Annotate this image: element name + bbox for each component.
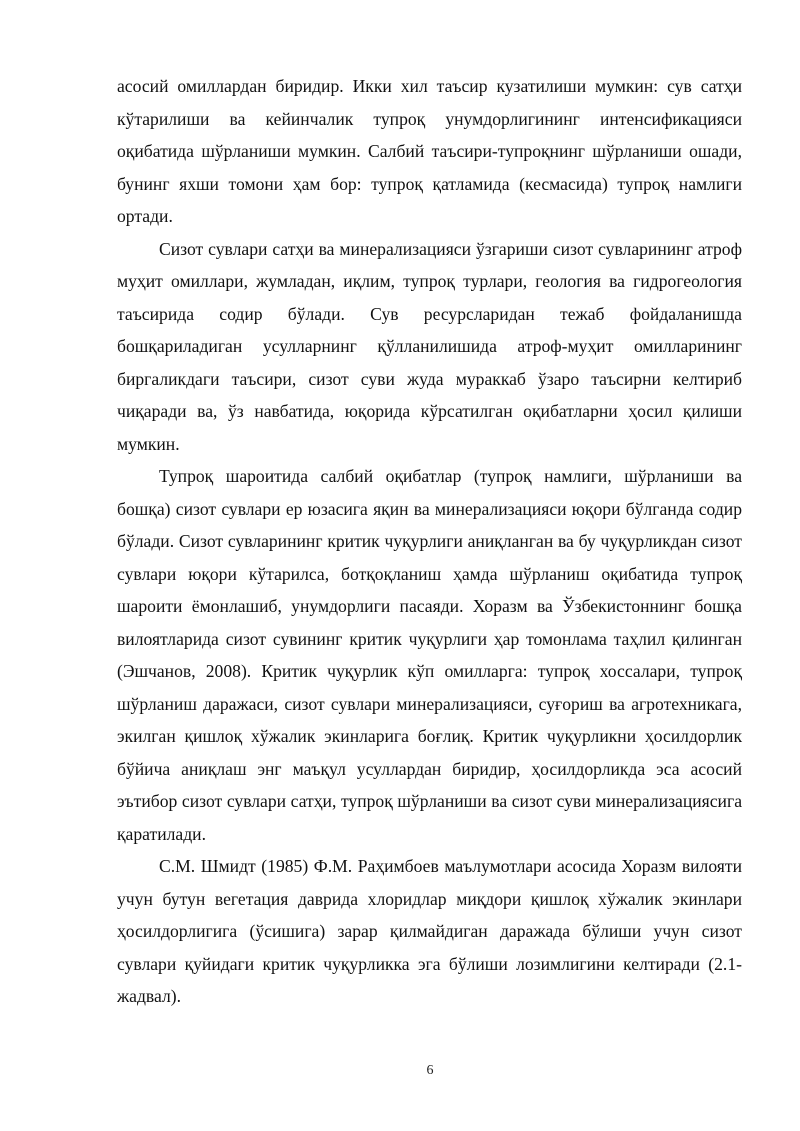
page-number: 6: [426, 1063, 434, 1078]
paragraph-continuation: асосий омиллардан биридир. Икки хил таъсир кузатилиши мумкин: сув сатҳи кўтарилиши ва кейинчалик тупроқ унумдорлигининг интенсификацияси оқибатида шўрланиши мумкин. Салбий таъсири-тупроқнинг шўрланиши ошади, бунинг яхши томони ҳам бор: тупроқ қатламида (кесмасида) тупроқ намлиги ортади.: [117, 76, 742, 226]
paragraph-groundwater-factors: Сизот сувлари сатҳи ва минерализацияси ўзгариши сизот сувларининг атроф муҳит омиллари, жумладан, иқлим, тупроқ турлари, геология ва гидрогеология таъсирида содир бўлади. Сув ресурсларидан тежаб фойдаланишда бошқариладиган усулларнинг қўлланилишида атроф-муҳит омилларининг биргаликдаги таъсири, сизот суви жуда мураккаб ўзаро таъсирни келтириб чиқаради ва, ўз навбатида, юқорида кўрсатилган оқибатларни ҳосил қилиши мумкин.: [117, 238, 742, 454]
paragraph-shmidt-reference: С.М. Шмидт (1985) Ф.М. Раҳимбоев маълумотлари асосида Хоразм вилояти учун бутун вегетация даврида хлоридлар миқдори қишлоқ хўжалик экинлари ҳосилдорлигига (ўсишига) зарар қилмайдиган даражада бўлиши учун сизот сувлари қуйидаги критик чуқурликка эга бўлиши лозимлигини келтиради (2.1-жадвал).: [117, 856, 742, 1006]
paragraph-critical-depth: Тупроқ шароитида салбий оқибатлар (тупроқ намлиги, шўрланиши ва бошқа) сизот сувлари ер юзасига яқин ва минерализацияси юқори бўлганда содир бўлади. Сизот сувларининг критик чуқурлиги аниқланган ва бу чуқурликдан сизот сувлари юқори кўтарилса, ботқоқланиш ҳамда шўрланиш оқибатида тупроқ шароити ёмонлашиб, унумдорлиги пасаяди. Хоразм ва Ўзбекистоннинг бошқа вилоятларида сизот сувининг критик чуқурлиги ҳар томонлама таҳлил қилинган (Эшчанов, 2008). Критик чуқурлик кўп омилларга: тупроқ хоссалари, тупроқ шўрланиш даражаси, сизот сувлари минерализацияси, суғориш ва агротехникага, экилган қишлоқ хўжалик экинларига боғлиқ. Критик чуқурликни ҳосилдорлик бўйича аниқлаш энг маъқул усуллардан биридир, ҳосилдорликда эса асосий эътибор сизот сувлари сатҳи, тупроқ шўрланиши ва сизот суви минерализациясига қаратилади.: [117, 466, 742, 844]
document-body: [117, 70, 742, 1013]
